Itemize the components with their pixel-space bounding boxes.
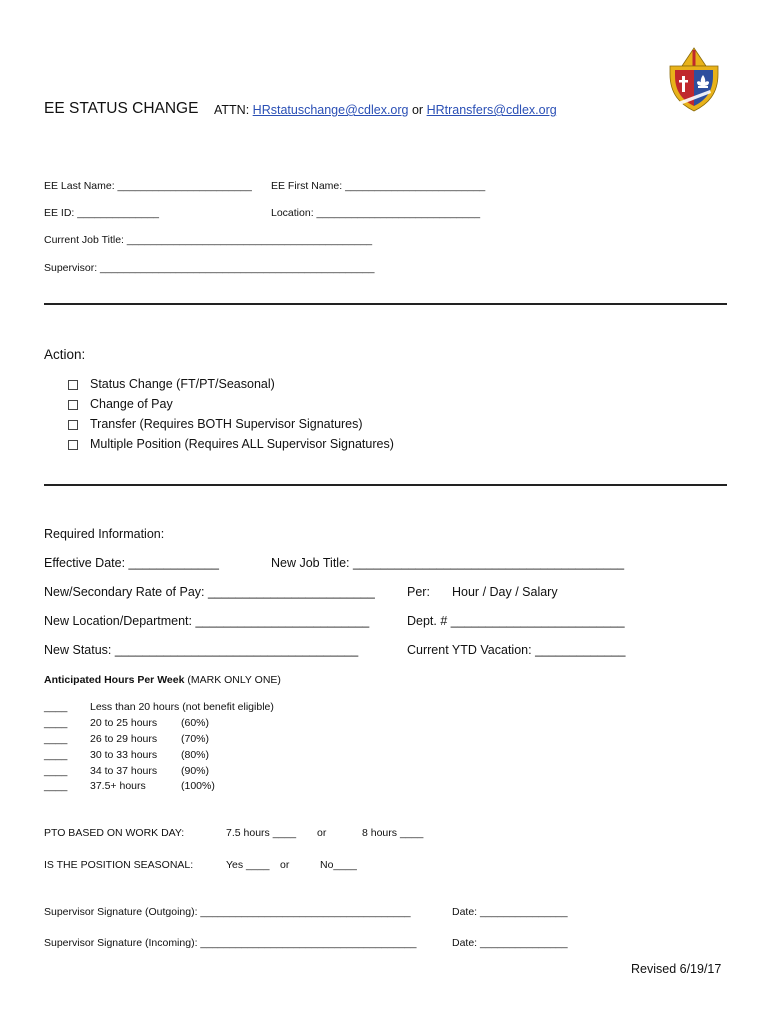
seasonal-yes-option[interactable]: Yes ____ [226, 859, 270, 871]
hours-blank-2[interactable]: ____ [44, 733, 68, 745]
per-label: Per: [407, 585, 430, 599]
ee-first-name-field[interactable]: EE First Name: ________________________ [271, 180, 486, 192]
hours-range-5: 37.5+ hours [90, 780, 146, 792]
option-change-of-pay: Change of Pay [90, 397, 173, 411]
hours-pct-2: (70%) [181, 733, 210, 745]
incoming-date-field[interactable]: Date: _______________ [452, 937, 568, 949]
hours-range-2: 26 to 29 hours [90, 733, 158, 745]
ee-id-field[interactable]: EE ID: ______________ [44, 207, 160, 219]
pto-8-hours-option[interactable]: 8 hours ____ [362, 827, 424, 839]
hours-pct-5: (100%) [181, 780, 215, 792]
checkbox-transfer[interactable] [68, 420, 78, 430]
outgoing-date-field[interactable]: Date: _______________ [452, 906, 568, 918]
supervisor-signature-outgoing[interactable]: Supervisor Signature (Outgoing): ____________________________________ [44, 906, 411, 918]
hours-blank-3[interactable]: ____ [44, 749, 68, 761]
current-job-title-field[interactable]: Current Job Title: __________________________________________ [44, 234, 373, 246]
dept-number-field[interactable]: Dept. # _________________________ [407, 614, 625, 628]
email-link-transfers[interactable]: HRtransfers@cdlex.org [426, 103, 557, 117]
hours-blank-0[interactable]: ____ [44, 701, 68, 713]
section-divider-2 [44, 484, 727, 486]
per-options[interactable]: Hour / Day / Salary [452, 585, 558, 599]
required-info-heading: Required Information: [44, 527, 165, 541]
option-transfer: Transfer (Requires BOTH Supervisor Signatures) [90, 417, 363, 431]
seasonal-no-option[interactable]: No____ [320, 859, 357, 871]
hours-blank-5[interactable]: ____ [44, 780, 68, 792]
pto-label: PTO BASED ON WORK DAY: [44, 827, 185, 839]
hours-range-0: Less than 20 hours (not benefit eligible) [90, 701, 274, 713]
hours-heading-note: (MARK ONLY ONE) [187, 674, 281, 686]
supervisor-field[interactable]: Supervisor: _______________________________________________ [44, 262, 375, 274]
ee-last-name-field[interactable]: EE Last Name: _______________________ [44, 180, 252, 192]
form-title: EE STATUS CHANGE [44, 100, 199, 117]
hours-pct-4: (90%) [181, 765, 210, 777]
effective-date-field[interactable]: Effective Date: _____________ [44, 556, 219, 570]
diocese-crest-logo [664, 44, 724, 114]
hours-pct-1: (60%) [181, 717, 210, 729]
attn-or: or [411, 103, 424, 117]
email-link-status-change[interactable]: HRstatuschange@cdlex.org [252, 103, 409, 117]
hours-heading-bold: Anticipated Hours Per Week [44, 674, 185, 686]
hours-pct-3: (80%) [181, 749, 210, 761]
attn-line [214, 103, 557, 117]
hours-range-4: 34 to 37 hours [90, 765, 158, 777]
action-heading: Action: [44, 347, 86, 362]
new-job-title-field[interactable]: New Job Title: _______________________________________ [271, 556, 625, 570]
supervisor-signature-incoming[interactable]: Supervisor Signature (Incoming): _____________________________________ [44, 937, 417, 949]
pto-7-5-hours-option[interactable]: 7.5 hours ____ [226, 827, 297, 839]
checkbox-status-change[interactable] [68, 380, 78, 390]
seasonal-label: IS THE POSITION SEASONAL: [44, 859, 194, 871]
location-department-field[interactable]: New Location/Department: _________________________ [44, 614, 370, 628]
rate-of-pay-field[interactable]: New/Secondary Rate of Pay: ________________________ [44, 585, 375, 599]
ytd-vacation-field[interactable]: Current YTD Vacation: _____________ [407, 643, 626, 657]
hours-blank-1[interactable]: ____ [44, 717, 68, 729]
location-field[interactable]: Location: ____________________________ [271, 207, 481, 219]
seasonal-or: or [280, 859, 290, 871]
hours-range-1: 20 to 25 hours [90, 717, 158, 729]
checkbox-change-of-pay[interactable] [68, 400, 78, 410]
new-status-field[interactable]: New Status: ___________________________________ [44, 643, 359, 657]
hours-blank-4[interactable]: ____ [44, 765, 68, 777]
option-status-change: Status Change (FT/PT/Seasonal) [90, 377, 275, 391]
revised-date: Revised 6/19/17 [631, 962, 722, 976]
checkbox-multiple-position[interactable] [68, 440, 78, 450]
pto-or: or [317, 827, 327, 839]
section-divider-1 [44, 303, 727, 305]
hours-heading [44, 674, 281, 686]
option-multiple-position: Multiple Position (Requires ALL Supervisor Signatures) [90, 437, 394, 451]
attn-label: ATTN: [214, 103, 250, 117]
hours-range-3: 30 to 33 hours [90, 749, 158, 761]
